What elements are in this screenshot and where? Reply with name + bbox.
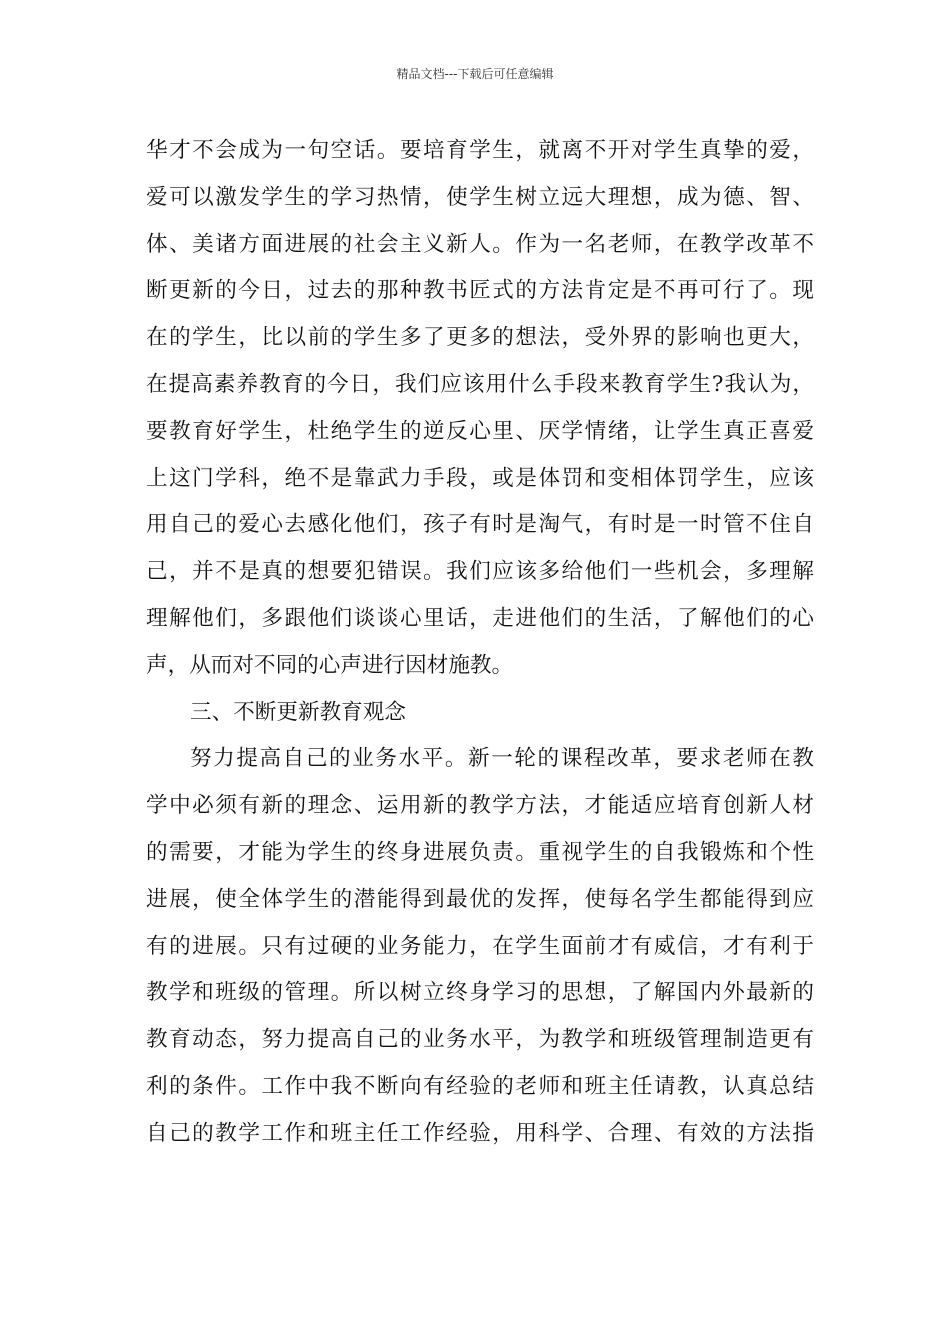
text-line: 教育动态，努力提高自己的业务水平，为教学和班级管理制造更有	[146, 1027, 814, 1053]
text-line: 用自己的爱心去感化他们，孩子有时是淘气，有时是一时管不住自	[146, 512, 814, 538]
text-line: 声，从而对不同的心声进行因材施教。	[146, 652, 514, 678]
text-line: 在提高素养教育的今日，我们应该用什么手段来教育学生?我认为，	[146, 371, 814, 397]
text-line: 理解他们，多跟他们谈谈心里话，走进他们的生活，了解他们的心	[146, 605, 814, 631]
text-line: 断更新的今日，过去的那种教书匠式的方法肯定是不再可行了。现	[146, 278, 814, 304]
text-line: 学中必须有新的理念、运用新的教学方法，才能适应培育创新人材	[146, 793, 814, 819]
text-line: 利的条件。工作中我不断向有经验的老师和班主任请教，认真总结	[146, 1073, 814, 1099]
text-line: 上这门学科，绝不是靠武力手段，或是体罚和变相体罚学生，应该	[146, 465, 814, 491]
text-line: 华才不会成为一句空话。要培育学生，就离不开对学生真挚的爱，	[146, 138, 814, 163]
text-line: 的需要，才能为学生的终身进展负责。重视学生的自我锻炼和个性	[146, 839, 814, 865]
text-line: 自己的教学工作和班主任工作经验，用科学、合理、有效的方法指	[146, 1120, 814, 1146]
text-line: 在的学生，比以前的学生多了更多的想法，受外界的影响也更大，	[146, 325, 814, 351]
text-line: 进展，使全体学生的潜能得到最优的发挥，使每名学生都能得到应	[146, 886, 814, 912]
page-header: 精品文档---下载后可任意编辑	[396, 67, 554, 81]
paragraph	[146, 736, 814, 1157]
text-line: 要教育好学生，杜绝学生的逆反心里、厌学情绪，让学生真正喜爱	[146, 418, 814, 444]
text-line: 己，并不是真的想要犯错误。我们应该多给他们一些机会，多理解	[146, 559, 814, 585]
text-line: 教学和班级的管理。所以树立终身学习的思想，了解国内外最新的	[146, 980, 814, 1006]
text-line: 努力提高自己的业务水平。新一轮的课程改革，要求老师在教	[190, 746, 814, 772]
text-line: 体、美诸方面进展的社会主义新人。作为一名老师，在教学改革不	[146, 231, 814, 257]
paragraph-continued	[146, 128, 814, 690]
text-line: 爱可以激发学生的学习热情，使学生树立远大理想，成为德、智、	[146, 184, 814, 210]
section-heading: 三、不断更新教育观念	[190, 699, 406, 725]
text-line: 有的进展。只有过硬的业务能力，在学生面前才有威信，才有利于	[146, 933, 814, 959]
document-body	[146, 128, 814, 1158]
